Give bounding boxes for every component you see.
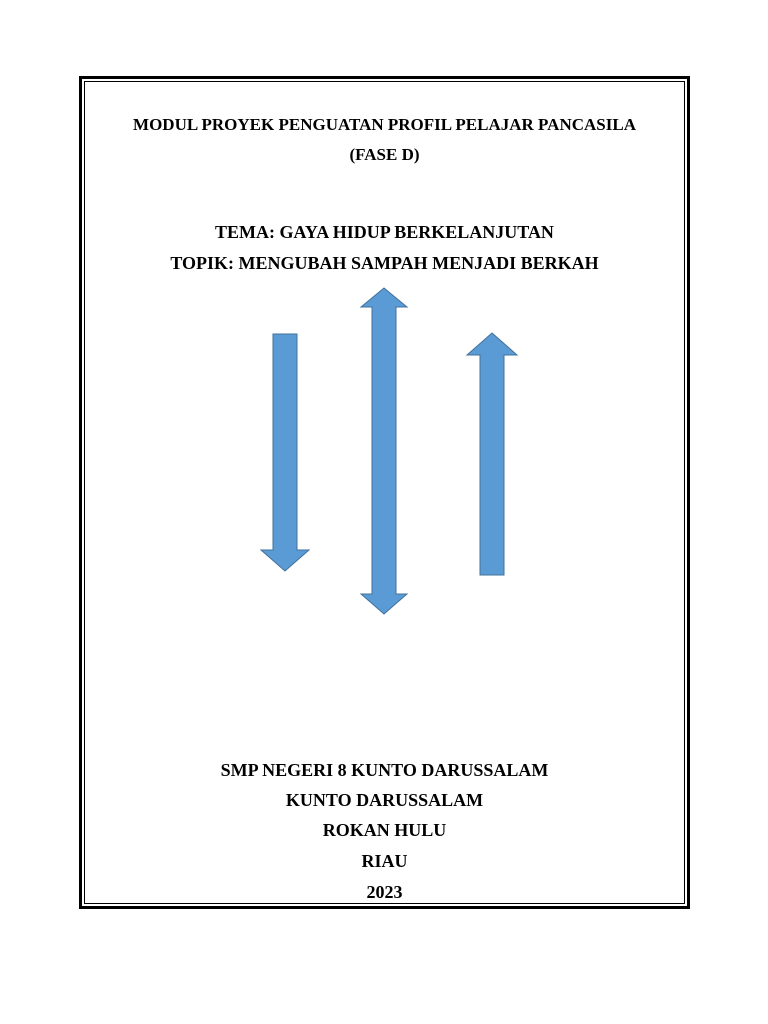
publication-year: 2023 [366, 882, 403, 902]
theme-heading: TEMA: GAYA HIDUP BERKELANJUTAN [215, 222, 554, 242]
module-title: MODUL PROYEK PENGUATAN PROFIL PELAJAR PANCASILA [133, 115, 636, 134]
school-name: SMP NEGERI 8 KUNTO DARUSSALAM [220, 760, 549, 780]
topic-heading: TOPIK: MENGUBAH SAMPAH MENJADI BERKAH [170, 253, 599, 273]
down-arrow-icon [261, 334, 309, 571]
district-name: KUNTO DARUSSALAM [285, 790, 484, 810]
up-down-arrow-icon [361, 288, 407, 614]
module-phase: (FASE D) [349, 145, 420, 164]
up-arrow-icon [467, 333, 517, 575]
regency-name: ROKAN HULU [322, 820, 447, 840]
province-name: RIAU [361, 851, 408, 871]
